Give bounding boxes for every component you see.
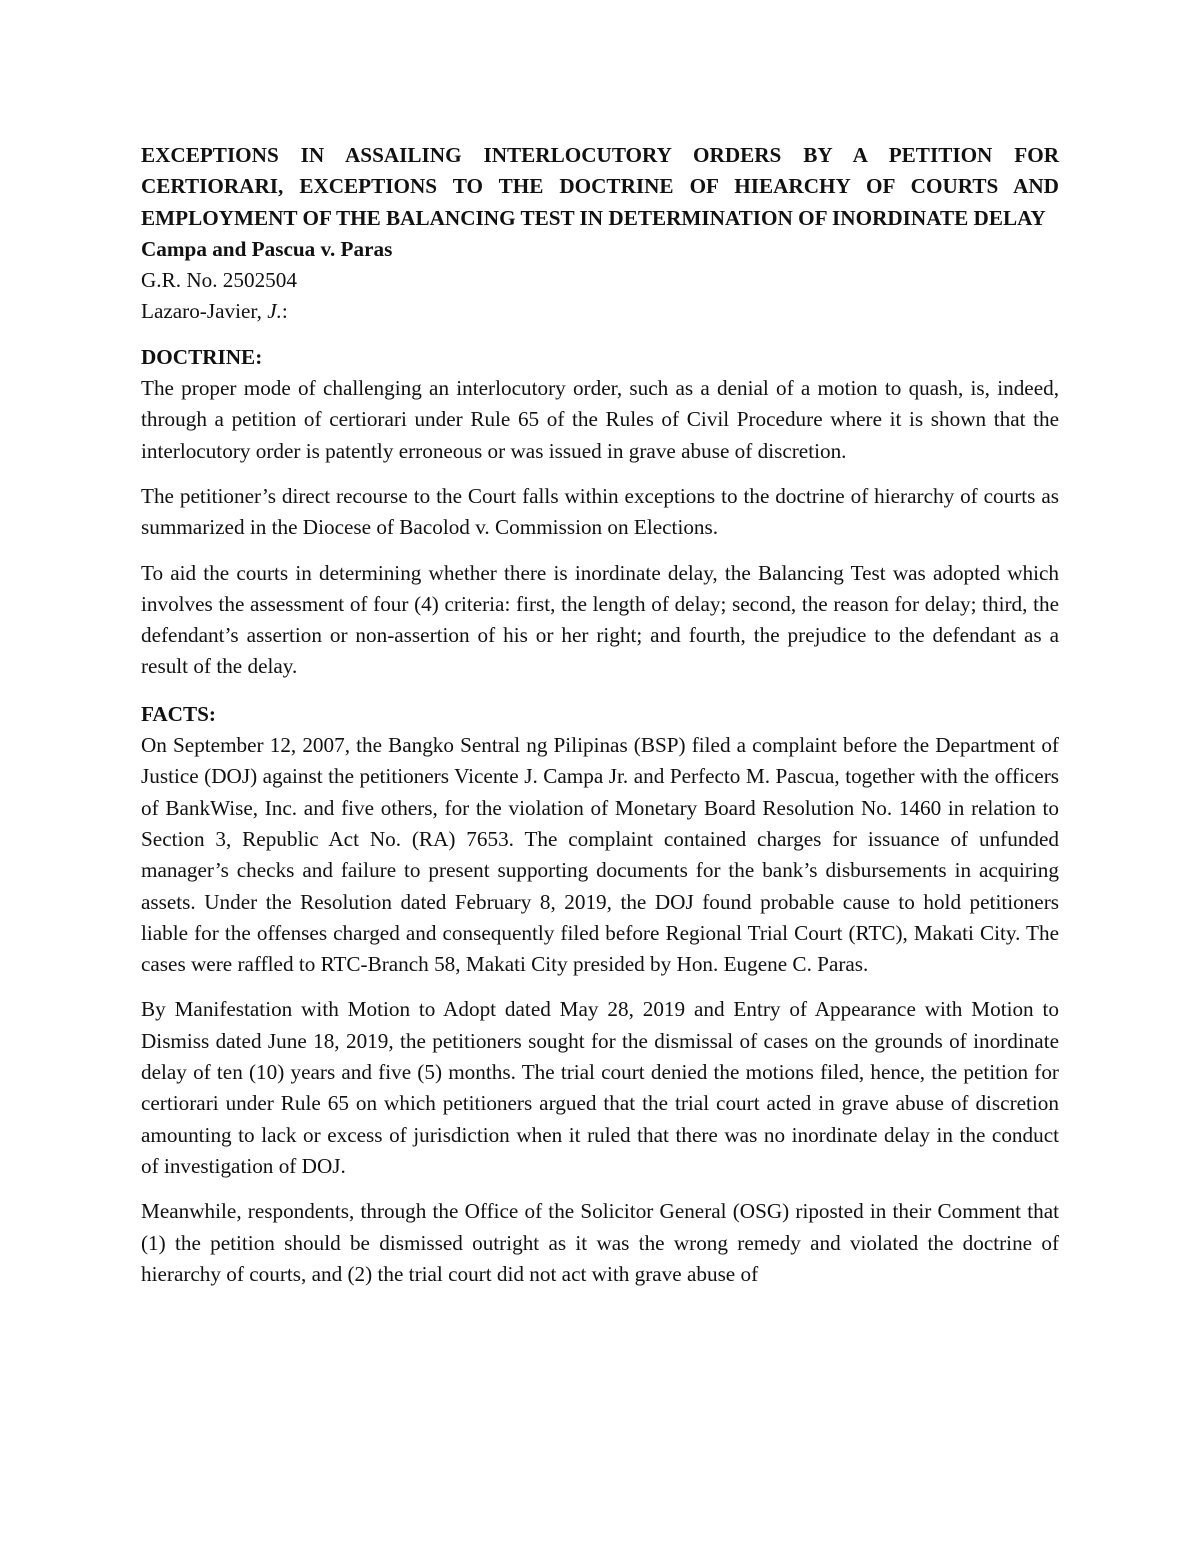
spacer bbox=[141, 328, 1059, 342]
facts-paragraph: On September 12, 2007, the Bangko Sentral ng Pilipinas (BSP) filed a complaint before the Department of Justice (DOJ) against the petitioners Vicente J. Campa Jr. and Perfecto M. Pascua, together with the officers of BankWise, Inc. and five others, for the violation of Monetary Board Resolution No. 1460 in relation to Section 3, Republic Act No. (RA) 7653. The complaint contained charges for issuance of unfunded manager’s checks and failure to present supporting documents for the bank’s disbursements in acquiring assets. Under the Resolution dated February 8, 2019, the DOJ found probable cause to hold petitioners liable for the offenses charged and consequently filed before Regional Trial Court (RTC), Makati City. The cases were raffled to RTC-Branch 58, Makati City presided by Hon. Eugene C. Paras. bbox=[141, 733, 1059, 977]
document-page bbox=[141, 140, 1059, 1304]
doctrine-paragraph: To aid the courts in determining whether there is inordinate delay, the Balancing Test was adopted which involves the assessment of four (4) criteria: first, the length of delay; second, the reason for delay; third, the defendant’s assertion or non-assertion of his or her right; and fourth, the prejudice to the defendant as a result of the delay. bbox=[141, 560, 1059, 679]
ponente-suffix: J. bbox=[267, 299, 282, 324]
facts-paragraph: Meanwhile, respondents, through the Office of the Solicitor General (OSG) riposted in their Comment that (1) the petition should be dismissed outright as it was the wrong remedy and violated the doctrine of hierarchy of courts, and (2) the trial court did not act with grave abuse of bbox=[141, 1199, 1059, 1286]
ponente-colon: : bbox=[281, 299, 288, 324]
facts-heading: FACTS: bbox=[141, 701, 216, 726]
facts-paragraph: By Manifestation with Motion to Adopt dated May 28, 2019 and Entry of Appearance with Motion to Dismiss dated June 18, 2019, the petitioners sought for the dismissal of cases on the grounds of inordinate delay of ten (10) years and five (5) months. The trial court denied the motions filed, hence, the petition for certiorari under Rule 65 on which petitioners argued that the trial court acted in grave abuse of discretion amounting to lack or excess of jurisdiction when it ruled that there was no inordinate delay in the conduct of investigation of DOJ. bbox=[141, 997, 1059, 1178]
doctrine-paragraph: The proper mode of challenging an interlocutory order, such as a denial of a motion to quash, is, indeed, through a petition of certiorari under Rule 65 of the Rules of Civil Procedure where it is shown that the interlocutory order is patently erroneous or was issued in grave abuse of discretion. bbox=[141, 376, 1059, 463]
ponente bbox=[141, 296, 1059, 327]
ponente-name: Lazaro-Javier, bbox=[141, 299, 268, 324]
doctrine-heading: DOCTRINE: bbox=[141, 344, 263, 369]
doctrine-paragraph: The petitioner’s direct recourse to the Court falls within exceptions to the doctrine of hierarchy of courts as summarized in the Diocese of Bacolod v. Commission on Elections. bbox=[141, 483, 1059, 540]
document-title: EXCEPTIONS IN ASSAILING INTERLOCUTORY ORDERS BY A PETITION FOR CERTIORARI, EXCEPTIONS TO THE DOCTRINE OF HIEARCHY OF COURTS AND EMPLOYMENT OF THE BALANCING TEST IN DETERMINATION OF INORDINATE DELAY bbox=[141, 143, 1059, 230]
case-name: Campa and Pascua v. Paras bbox=[141, 236, 393, 261]
gr-number: G.R. No. 2502504 bbox=[141, 268, 297, 293]
